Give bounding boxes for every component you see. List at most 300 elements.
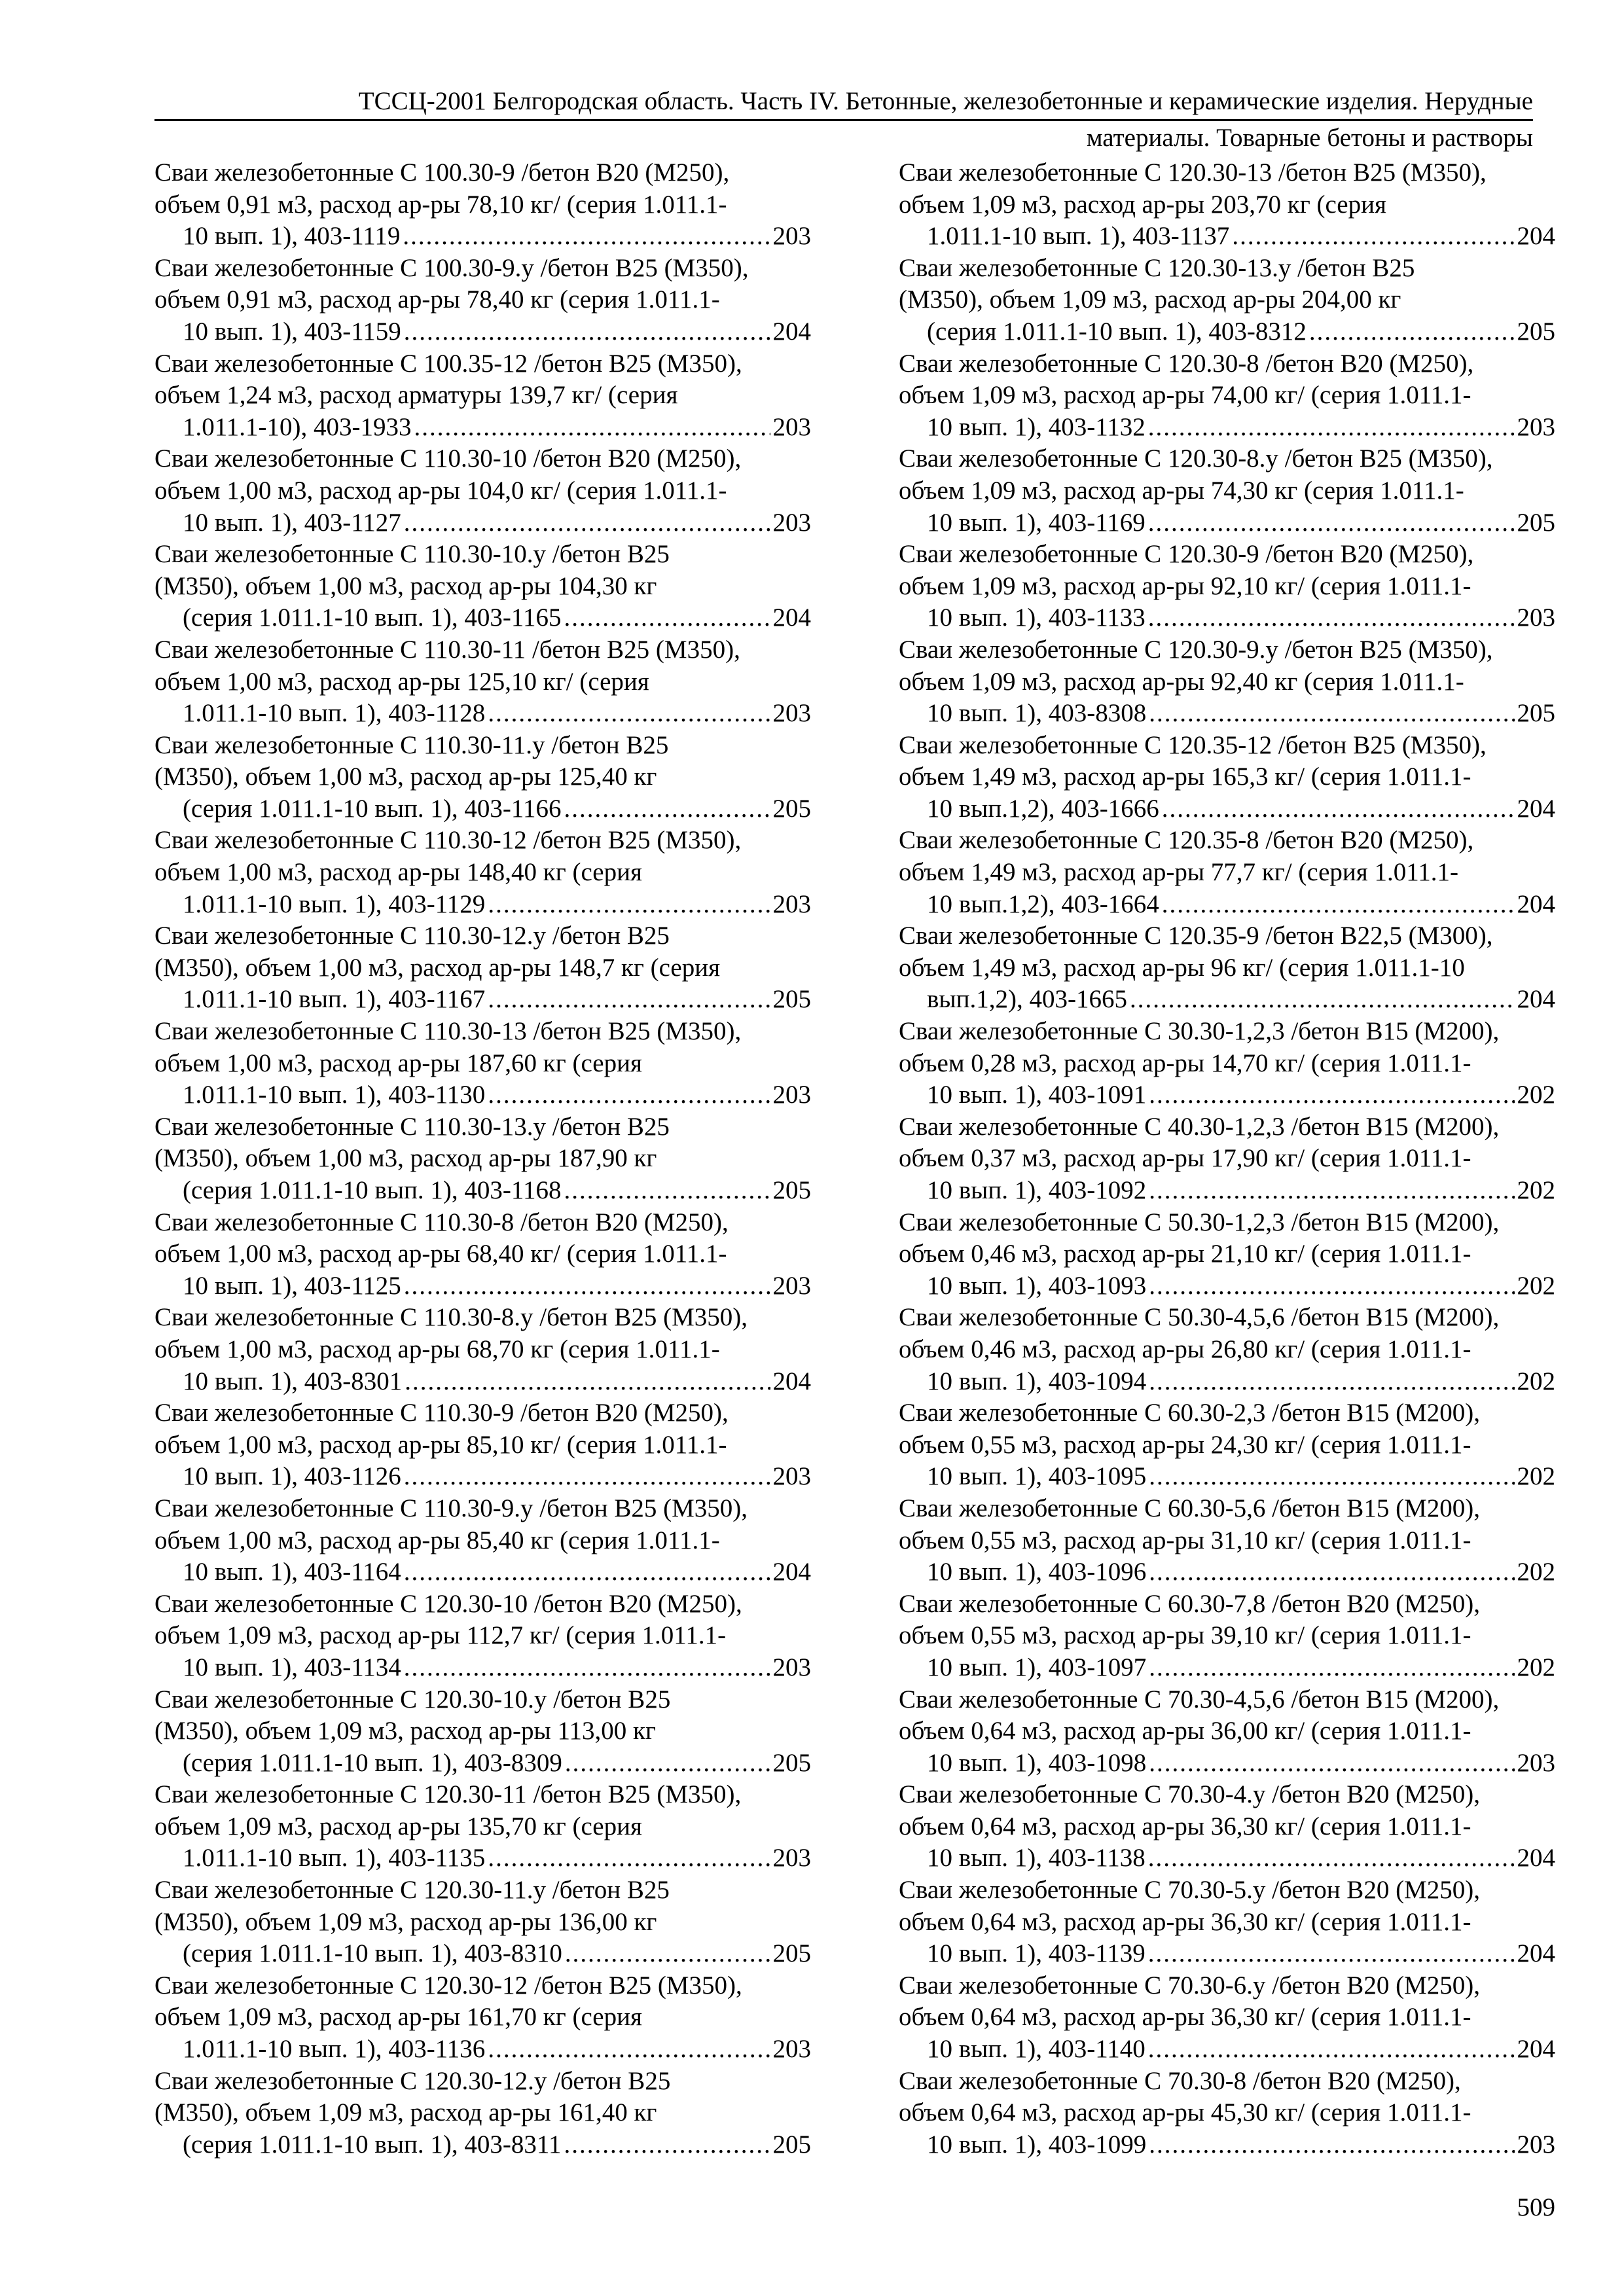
entry-title: Сваи железобетонные С 120.30-13 /бетон В25 (М350),	[899, 158, 1487, 187]
dot-leader	[488, 889, 770, 921]
index-entry	[154, 253, 811, 348]
entry-code: (серия 1.011.1-10 вып. 1), 403-8310	[183, 1939, 562, 1968]
entry-last-line	[183, 602, 811, 634]
entry-page-ref: 203	[772, 508, 811, 537]
entry-title: Сваи железобетонные С 110.30-11.у /бетон В25	[154, 730, 669, 759]
entry-last-line	[927, 1175, 1555, 1207]
entry-code: (серия 1.011.1-10 вып. 1), 403-1165	[183, 603, 562, 632]
entry-code: (серия 1.011.1-10 вып. 1), 403-8311	[183, 2130, 562, 2159]
entry-code: 10 вып. 1), 403-1095	[927, 1462, 1147, 1491]
entry-title: Сваи железобетонные С 120.30-13.у /бетон В25	[899, 253, 1415, 282]
entry-title: Сваи железобетонные С 30.30-1,2,3 /бетон В15 (М200),	[899, 1017, 1500, 1046]
entry-code: 10 вып. 1), 403-1097	[927, 1653, 1147, 1681]
entry-detail: объем 1,00 м3, расход ар-ры 125,10 кг/ (серия	[154, 667, 649, 696]
index-entry	[899, 1111, 1555, 1207]
entry-detail: (М350), объем 1,09 м3, расход ар-ры 113,00 кг	[154, 1717, 656, 1746]
entry-code: 10 вып. 1), 403-8308	[927, 699, 1147, 728]
dot-leader	[1148, 507, 1515, 539]
entry-code: (серия 1.011.1-10 вып. 1), 403-8312	[927, 317, 1307, 346]
index-entry	[154, 1588, 811, 1684]
entry-page-ref: 204	[1517, 222, 1555, 251]
entry-title: Сваи железобетонные С 50.30-4,5,6 /бетон В15 (М200),	[899, 1303, 1500, 1332]
entry-detail: объем 1,00 м3, расход ар-ры 148,40 кг (серия	[154, 858, 642, 887]
entry-detail: объем 0,91 м3, расход ар-ры 78,40 кг (серия 1.011.1-	[154, 285, 720, 314]
index-entry	[899, 1588, 1555, 1684]
index-entry	[899, 825, 1555, 920]
entry-code: 1.011.1-10 вып. 1), 403-1136	[183, 2035, 486, 2064]
entry-page-ref: 204	[1517, 985, 1555, 1014]
entry-detail: объем 0,37 м3, расход ар-ры 17,90 кг/ (серия 1.011.1-	[899, 1144, 1471, 1173]
index-entry	[154, 920, 811, 1016]
entry-title: Сваи железобетонные С 120.30-10.у /бетон В25	[154, 1685, 671, 1713]
dot-leader	[404, 1461, 770, 1493]
entry-page-ref: 203	[772, 1462, 811, 1491]
entry-title: Сваи железобетонные С 120.35-12 /бетон В25 (М350),	[899, 730, 1487, 759]
dot-leader	[1149, 698, 1514, 730]
dot-leader	[488, 1842, 770, 1874]
dot-leader	[488, 984, 770, 1016]
entry-title: Сваи железобетонные С 110.30-9.у /бетон В25 (М350),	[154, 1494, 748, 1522]
entry-page-ref: 203	[772, 1271, 811, 1300]
dot-leader	[1149, 2129, 1514, 2161]
index-entry	[154, 1779, 811, 1874]
index-entry	[154, 1302, 811, 1397]
entry-title: Сваи железобетонные С 110.30-12 /бетон В25 (М350),	[154, 826, 742, 855]
entry-last-line	[927, 221, 1555, 253]
entry-page-ref: 205	[772, 794, 811, 823]
header-line-1: ТССЦ-2001 Белгородская область. Часть IV. Бетонные, железобетонные и керамические изделия. Нерудные	[358, 87, 1533, 115]
entry-last-line	[927, 2034, 1555, 2066]
entry-page-ref: 205	[772, 1939, 811, 1968]
entry-page-ref: 204	[1517, 794, 1555, 823]
dot-leader	[1148, 602, 1515, 634]
entry-last-line	[183, 1652, 811, 1684]
entry-code: (серия 1.011.1-10 вып. 1), 403-1166	[183, 794, 562, 823]
entry-title: Сваи железобетонные С 100.30-9 /бетон В20 (М250),	[154, 158, 730, 187]
entry-detail: (М350), объем 1,09 м3, расход ар-ры 136,00 кг	[154, 1907, 657, 1936]
entry-detail: объем 1,24 м3, расход арматуры 139,7 кг/ (серия	[154, 381, 678, 410]
entry-detail: объем 1,49 м3, расход ар-ры 77,7 кг/ (серия 1.011.1-	[899, 858, 1459, 887]
entry-page-ref: 202	[1517, 1653, 1555, 1681]
entry-code: 1.011.1-10 вып. 1), 403-1130	[183, 1081, 486, 1109]
index-entry	[899, 539, 1555, 634]
dot-leader	[1149, 1175, 1514, 1207]
index-entry	[899, 1207, 1555, 1302]
dot-leader	[1130, 984, 1515, 1016]
entry-title: Сваи железобетонные С 120.30-12.у /бетон В25	[154, 2066, 671, 2095]
dot-leader	[404, 1270, 770, 1302]
entry-last-line	[927, 984, 1555, 1016]
entry-last-line	[183, 2034, 811, 2066]
dot-leader	[404, 316, 770, 348]
entry-page-ref: 204	[1517, 889, 1555, 918]
entry-detail: объем 0,64 м3, расход ар-ры 36,00 кг/ (серия 1.011.1-	[899, 1717, 1471, 1746]
dot-leader	[414, 412, 770, 444]
entry-code: 10 вып. 1), 403-1139	[927, 1939, 1146, 1968]
index-entry	[154, 1111, 811, 1207]
entry-detail: объем 1,00 м3, расход ар-ры 68,70 кг (серия 1.011.1-	[154, 1335, 720, 1363]
index-entry	[154, 443, 811, 539]
entry-last-line	[927, 1461, 1555, 1493]
entry-title: Сваи железобетонные С 70.30-4.у /бетон В20 (М250),	[899, 1780, 1480, 1809]
entry-code: 10 вып. 1), 403-1093	[927, 1271, 1147, 1300]
entry-detail: объем 0,64 м3, расход ар-ры 45,30 кг/ (серия 1.011.1-	[899, 2098, 1471, 2127]
entry-title: Сваи железобетонные С 60.30-2,3 /бетон В15 (М200),	[899, 1399, 1480, 1427]
entry-last-line	[183, 316, 811, 348]
index-entry	[154, 1874, 811, 1970]
dot-leader	[1149, 1652, 1514, 1684]
entry-detail: объем 0,91 м3, расход ар-ры 78,10 кг/ (серия 1.011.1-	[154, 190, 727, 219]
entry-title: Сваи железобетонные С 120.30-11.у /бетон В25	[154, 1876, 670, 1905]
index-entry	[899, 730, 1555, 825]
index-entry	[899, 1397, 1555, 1493]
entry-page-ref: 203	[772, 222, 811, 251]
entry-last-line	[927, 889, 1555, 921]
entry-title: Сваи железобетонные С 70.30-5.у /бетон В20 (М250),	[899, 1876, 1480, 1905]
entry-last-line	[183, 1842, 811, 1874]
entry-title: Сваи железобетонные С 110.30-10.у /бетон В25	[154, 540, 670, 569]
index-entry	[899, 2066, 1555, 2161]
dot-leader	[1149, 1748, 1514, 1780]
entry-last-line	[183, 1461, 811, 1493]
entry-code: 10 вып. 1), 403-1133	[927, 603, 1146, 632]
entry-code: 10 вып. 1), 403-1098	[927, 1748, 1147, 1777]
dot-leader	[564, 1175, 770, 1207]
entry-last-line	[183, 2129, 811, 2161]
entry-page-ref: 205	[772, 1176, 811, 1204]
entry-detail: объем 0,46 м3, расход ар-ры 21,10 кг/ (серия 1.011.1-	[899, 1240, 1471, 1268]
entry-code: 10 вып. 1), 403-1132	[927, 412, 1146, 441]
entry-detail: объем 1,09 м3, расход ар-ры 74,00 кг/ (серия 1.011.1-	[899, 381, 1471, 410]
dot-leader	[404, 1556, 770, 1588]
entry-detail: объем 0,55 м3, расход ар-ры 24,30 кг/ (серия 1.011.1-	[899, 1430, 1471, 1459]
entry-last-line	[927, 1079, 1555, 1111]
entry-detail: объем 0,55 м3, расход ар-ры 39,10 кг/ (серия 1.011.1-	[899, 1621, 1471, 1650]
entry-code: 10 вып.1,2), 403-1666	[927, 794, 1159, 823]
entry-title: Сваи железобетонные С 60.30-5,6 /бетон В15 (М200),	[899, 1494, 1480, 1522]
entry-title: Сваи железобетонные С 70.30-8 /бетон В20 (М250),	[899, 2066, 1461, 2095]
entry-page-ref: 202	[1517, 1271, 1555, 1300]
entry-code: 10 вып. 1), 403-1159	[183, 317, 401, 346]
entry-title: Сваи железобетонные С 120.30-9 /бетон В20 (М250),	[899, 540, 1474, 569]
index-entry	[154, 634, 811, 730]
entry-title: Сваи железобетонные С 120.30-10 /бетон В20 (М250),	[154, 1589, 742, 1618]
entry-title: Сваи железобетонные С 70.30-6.у /бетон В20 (М250),	[899, 1971, 1480, 2000]
index-entry	[899, 1302, 1555, 1397]
entry-title: Сваи железобетонные С 120.30-8 /бетон В20 (М250),	[899, 349, 1474, 378]
index-entry	[899, 348, 1555, 444]
page-number: 509	[1517, 2193, 1555, 2221]
index-entry	[154, 539, 811, 634]
entry-code: 10 вып. 1), 403-1126	[183, 1462, 401, 1491]
dot-leader	[1148, 412, 1515, 444]
entry-page-ref: 203	[772, 1653, 811, 1681]
entry-last-line	[183, 1079, 811, 1111]
entry-title: Сваи железобетонные С 120.30-11 /бетон В25 (М350),	[154, 1780, 742, 1809]
entry-page-ref: 205	[772, 1748, 811, 1777]
entry-detail: (М350), объем 1,00 м3, расход ар-ры 187,90 кг	[154, 1144, 657, 1173]
entry-last-line	[183, 1748, 811, 1780]
dot-leader	[565, 1938, 770, 1970]
index-entry	[899, 1016, 1555, 1111]
entry-title: Сваи железобетонные С 110.30-13.у /бетон В25	[154, 1112, 670, 1141]
entry-page-ref: 204	[1517, 1939, 1555, 1968]
entry-last-line	[927, 1270, 1555, 1302]
dot-leader	[1148, 1938, 1515, 1970]
entry-last-line	[927, 1938, 1555, 1970]
entry-detail: объем 1,49 м3, расход ар-ры 165,3 кг/ (серия 1.011.1-	[899, 762, 1471, 791]
entry-code: 10 вып. 1), 403-1134	[183, 1653, 401, 1681]
entry-page-ref: 202	[1517, 1558, 1555, 1587]
index-entry	[154, 2066, 811, 2161]
entry-detail: объем 1,09 м3, расход ар-ры 92,10 кг/ (серия 1.011.1-	[899, 571, 1471, 600]
dot-leader	[1149, 1556, 1514, 1588]
dot-leader	[1149, 1079, 1514, 1111]
entry-detail: (М350), объем 1,00 м3, расход ар-ры 125,40 кг	[154, 762, 657, 791]
index-entry	[899, 253, 1555, 348]
dot-leader	[404, 507, 770, 539]
entry-page-ref: 203	[1517, 1748, 1555, 1777]
index-entry	[154, 1016, 811, 1111]
entry-code: 10 вып. 1), 403-1140	[927, 2035, 1146, 2064]
dot-leader	[1149, 1270, 1514, 1302]
dot-leader	[1148, 1842, 1515, 1874]
entry-page-ref: 202	[1517, 1081, 1555, 1109]
index-entry	[899, 920, 1555, 1016]
entry-page-ref: 204	[772, 317, 811, 346]
entry-code: (серия 1.011.1-10 вып. 1), 403-8309	[183, 1748, 562, 1777]
entry-last-line	[927, 1366, 1555, 1398]
index-entry	[899, 634, 1555, 730]
entry-title: Сваи железобетонные С 110.30-8 /бетон В20 (М250),	[154, 1208, 729, 1236]
entry-code: 1.011.1-10), 403-1933	[183, 412, 412, 441]
entry-title: Сваи железобетонные С 110.30-13 /бетон В25 (М350),	[154, 1017, 742, 1046]
entry-last-line	[927, 793, 1555, 825]
entry-page-ref: 205	[1517, 699, 1555, 728]
entry-last-line	[183, 1175, 811, 1207]
index-column-left	[154, 157, 811, 2161]
entry-page-ref: 204	[772, 1367, 811, 1395]
entry-title: Сваи железобетонные С 120.30-9.у /бетон В25 (М350),	[899, 635, 1493, 664]
entry-code: 10 вып. 1), 403-1119	[183, 222, 401, 251]
entry-code: вып.1,2), 403-1665	[927, 985, 1127, 1014]
entry-code: 10 вып. 1), 403-1096	[927, 1558, 1147, 1587]
index-entry	[899, 1874, 1555, 1970]
entry-title: Сваи железобетонные С 100.35-12 /бетон В25 (М350),	[154, 349, 742, 378]
index-entry	[154, 1397, 811, 1493]
entry-title: Сваи железобетонные С 70.30-4,5,6 /бетон В15 (М200),	[899, 1685, 1500, 1713]
entry-page-ref: 202	[1517, 1462, 1555, 1491]
entry-code: 10 вып. 1), 403-1091	[927, 1081, 1147, 1109]
entry-page-ref: 204	[1517, 2035, 1555, 2064]
entry-last-line	[183, 1556, 811, 1588]
index-entry	[899, 1779, 1555, 1874]
entry-page-ref: 203	[772, 889, 811, 918]
dot-leader	[1309, 316, 1515, 348]
entry-detail: (М350), объем 1,09 м3, расход ар-ры 161,40 кг	[154, 2098, 657, 2127]
index-entry	[899, 1684, 1555, 1780]
dot-leader	[564, 2129, 770, 2161]
index-entry	[154, 1493, 811, 1588]
entry-page-ref: 203	[1517, 412, 1555, 441]
entry-title: Сваи железобетонные С 120.30-12 /бетон В25 (М350),	[154, 1971, 742, 2000]
index-entry	[154, 1207, 811, 1302]
entry-detail: (М350), объем 1,09 м3, расход ар-ры 204,00 кг	[899, 285, 1401, 314]
entry-detail: объем 1,00 м3, расход ар-ры 187,60 кг (серия	[154, 1049, 642, 1077]
entry-page-ref: 203	[772, 412, 811, 441]
entry-last-line	[927, 2129, 1555, 2161]
entry-page-ref: 205	[772, 2130, 811, 2159]
entry-title: Сваи железобетонные С 120.35-9 /бетон В22,5 (М300),	[899, 922, 1493, 950]
entry-code: 1.011.1-10 вып. 1), 403-1129	[183, 889, 486, 918]
entry-page-ref: 202	[1517, 1176, 1555, 1204]
entry-detail: объем 1,49 м3, расход ар-ры 96 кг/ (серия 1.011.1-10	[899, 953, 1465, 982]
entry-title: Сваи железобетонные С 110.30-11 /бетон В25 (М350),	[154, 635, 740, 664]
entry-detail: объем 0,64 м3, расход ар-ры 36,30 кг/ (серия 1.011.1-	[899, 1907, 1471, 1936]
entry-title: Сваи железобетонные С 110.30-8.у /бетон В25 (М350),	[154, 1303, 748, 1332]
entry-last-line	[183, 984, 811, 1016]
entry-page-ref: 203	[1517, 2130, 1555, 2159]
entry-last-line	[927, 1652, 1555, 1684]
entry-code: 1.011.1-10 вып. 1), 403-1128	[183, 699, 486, 728]
entry-last-line	[927, 316, 1555, 348]
dot-leader	[403, 221, 770, 253]
entry-detail: объем 1,09 м3, расход ар-ры 74,30 кг (серия 1.011.1-	[899, 476, 1464, 505]
entry-code: 1.011.1-10 вып. 1), 403-1137	[927, 222, 1230, 251]
entry-page-ref: 202	[1517, 1367, 1555, 1395]
running-header	[154, 85, 1533, 154]
dot-leader	[404, 1652, 770, 1684]
dot-leader	[565, 1748, 770, 1780]
entry-detail: объем 1,09 м3, расход ар-ры 92,40 кг (серия 1.011.1-	[899, 667, 1464, 696]
index-entry	[899, 1970, 1555, 2066]
entry-detail: (М350), объем 1,00 м3, расход ар-ры 148,7 кг (серия	[154, 953, 721, 982]
entry-title: Сваи железобетонные С 120.30-8.у /бетон В25 (М350),	[899, 444, 1493, 473]
entry-detail: объем 1,00 м3, расход ар-ры 68,40 кг/ (серия 1.011.1-	[154, 1240, 727, 1268]
entry-code: 10 вып. 1), 403-8301	[183, 1367, 403, 1395]
entry-page-ref: 205	[1517, 317, 1555, 346]
entry-last-line	[183, 698, 811, 730]
entry-code: 10 вып. 1), 403-1099	[927, 2130, 1147, 2159]
entry-detail: объем 1,09 м3, расход ар-ры 161,70 кг (серия	[154, 2003, 642, 2032]
entry-detail: объем 0,46 м3, расход ар-ры 26,80 кг/ (серия 1.011.1-	[899, 1335, 1471, 1363]
dot-leader	[488, 1079, 770, 1111]
entry-detail: объем 1,00 м3, расход ар-ры 85,40 кг (серия 1.011.1-	[154, 1526, 720, 1554]
entry-code: 10 вып. 1), 403-1164	[183, 1558, 401, 1587]
entry-last-line	[183, 793, 811, 825]
entry-code: 10 вып. 1), 403-1138	[927, 1844, 1146, 1873]
dot-leader	[488, 698, 770, 730]
header-rule	[154, 119, 1533, 121]
entry-page-ref: 205	[1517, 508, 1555, 537]
dot-leader	[1148, 2034, 1515, 2066]
entry-code: 10 вып.1,2), 403-1664	[927, 889, 1159, 918]
entry-page-ref: 204	[772, 603, 811, 632]
index-entry	[154, 1684, 811, 1780]
entry-title: Сваи железобетонные С 120.35-8 /бетон В20 (М250),	[899, 826, 1474, 855]
entry-last-line	[183, 412, 811, 444]
entry-last-line	[927, 602, 1555, 634]
entry-page-ref: 203	[772, 2035, 811, 2064]
dot-leader	[1149, 1461, 1514, 1493]
entry-detail: объем 1,09 м3, расход ар-ры 112,7 кг/ (серия 1.011.1-	[154, 1621, 727, 1650]
entry-detail: объем 1,09 м3, расход ар-ры 203,70 кг (серия	[899, 190, 1386, 219]
entry-last-line	[183, 889, 811, 921]
entry-title: Сваи железобетонные С 110.30-10 /бетон В20 (М250),	[154, 444, 742, 473]
entry-code: 1.011.1-10 вып. 1), 403-1135	[183, 1844, 486, 1873]
index-entry	[154, 348, 811, 444]
header-line-2: материалы. Товарные бетоны и растворы	[1086, 124, 1533, 152]
dot-leader	[1149, 1366, 1514, 1398]
entry-title: Сваи железобетонные С 110.30-9 /бетон В20 (М250),	[154, 1399, 729, 1427]
entry-last-line	[183, 507, 811, 539]
entry-page-ref: 203	[772, 1081, 811, 1109]
entry-code: (серия 1.011.1-10 вып. 1), 403-1168	[183, 1176, 562, 1204]
entry-last-line	[927, 507, 1555, 539]
entry-page-ref: 204	[1517, 1844, 1555, 1873]
entry-detail: объем 1,00 м3, расход ар-ры 85,10 кг/ (серия 1.011.1-	[154, 1430, 727, 1459]
index-entry	[899, 1493, 1555, 1588]
entry-page-ref: 205	[772, 985, 811, 1014]
index-entry	[899, 443, 1555, 539]
entry-title: Сваи железобетонные С 50.30-1,2,3 /бетон В15 (М200),	[899, 1208, 1500, 1236]
index-entry	[154, 157, 811, 253]
entry-code: 10 вып. 1), 403-1094	[927, 1367, 1147, 1395]
entry-title: Сваи железобетонные С 100.30-9.у /бетон В25 (М350),	[154, 253, 749, 282]
entry-title: Сваи железобетонные С 40.30-1,2,3 /бетон В15 (М200),	[899, 1112, 1500, 1141]
dot-leader	[564, 602, 770, 634]
entry-page-ref: 204	[772, 1558, 811, 1587]
entry-last-line	[183, 1270, 811, 1302]
entry-last-line	[927, 412, 1555, 444]
entry-last-line	[183, 1938, 811, 1970]
index-entry	[154, 825, 811, 920]
entry-title: Сваи железобетонные С 110.30-12.у /бетон В25	[154, 922, 670, 950]
dot-leader	[488, 2034, 770, 2066]
entry-code: 10 вып. 1), 403-1127	[183, 508, 401, 537]
entry-last-line	[927, 1842, 1555, 1874]
dot-leader	[1162, 889, 1515, 921]
entry-last-line	[183, 221, 811, 253]
entry-detail: объем 1,00 м3, расход ар-ры 104,0 кг/ (серия 1.011.1-	[154, 476, 727, 505]
index-entry	[899, 157, 1555, 253]
entry-last-line	[927, 1748, 1555, 1780]
entry-detail: объем 0,28 м3, расход ар-ры 14,70 кг/ (серия 1.011.1-	[899, 1049, 1471, 1077]
index-entry	[154, 730, 811, 825]
dot-leader	[564, 793, 770, 825]
index-entry	[154, 1970, 811, 2066]
entry-last-line	[183, 1366, 811, 1398]
index-column-right	[899, 157, 1555, 2161]
entry-code: 1.011.1-10 вып. 1), 403-1167	[183, 985, 486, 1014]
entry-code: 10 вып. 1), 403-1092	[927, 1176, 1147, 1204]
entry-code: 10 вып. 1), 403-1125	[183, 1271, 401, 1300]
entry-page-ref: 203	[772, 1844, 811, 1873]
entry-detail: объем 0,64 м3, расход ар-ры 36,30 кг/ (серия 1.011.1-	[899, 1812, 1471, 1840]
entry-code: 10 вып. 1), 403-1169	[927, 508, 1146, 537]
dot-leader	[1162, 793, 1515, 825]
entry-detail: объем 0,64 м3, расход ар-ры 36,30 кг/ (серия 1.011.1-	[899, 2003, 1471, 2032]
dot-leader	[1232, 221, 1514, 253]
entry-detail: объем 0,55 м3, расход ар-ры 31,10 кг/ (серия 1.011.1-	[899, 1526, 1471, 1554]
entry-last-line	[927, 1556, 1555, 1588]
entry-page-ref: 203	[772, 699, 811, 728]
entry-page-ref: 203	[1517, 603, 1555, 632]
entry-detail: объем 1,09 м3, расход ар-ры 135,70 кг (серия	[154, 1812, 642, 1840]
entry-title: Сваи железобетонные С 60.30-7,8 /бетон В20 (М250),	[899, 1589, 1480, 1618]
entry-detail: (М350), объем 1,00 м3, расход ар-ры 104,30 кг	[154, 571, 657, 600]
entry-last-line	[927, 698, 1555, 730]
